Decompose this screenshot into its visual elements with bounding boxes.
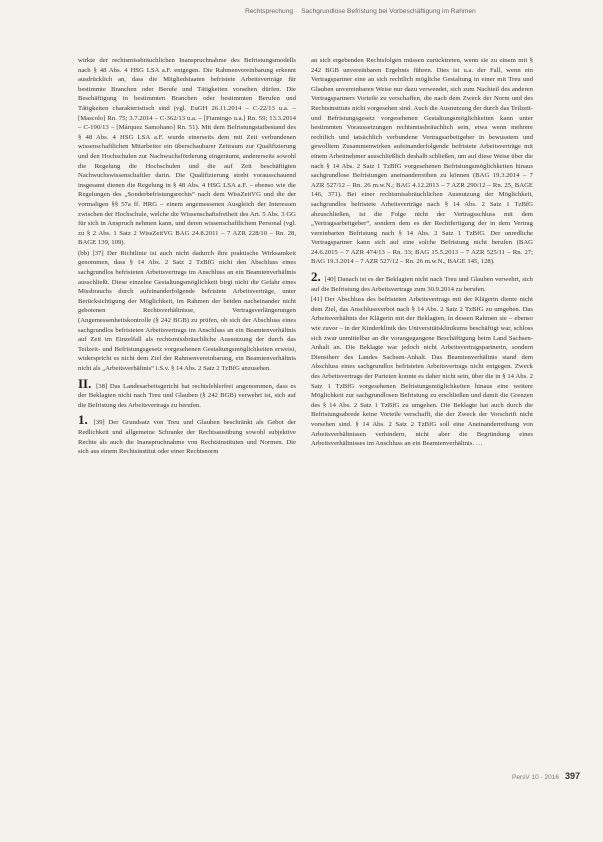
running-header <box>245 8 590 15</box>
paragraph: an sich ergebenden Rechtsfolgen müssen zurücktreten, wenn sie zu einem mit § 242 BGB unvereinbaren Ergebnis führen. Dies ist u.a. der Fall, wenn ein Vertragspartner eine an sich rechtlich mögliche Gestaltung in einer mit Treu und Glauben unvereinbaren Weise nur dazu verwendet, sich zum Nachteil des anderen Vertragspartners Vorteile zu verschaffen, die nach dem Zweck der Norm und des Rechtsinstituts nicht vorgesehen sind. Auch die Ausnutzung der durch das Teilzeit- und Befristungsgesetz vorgesehenen Gestaltungsmöglichkeiten kann unter bestimmten Voraussetzungen rechtsmissbräuchlich sein, etwa wenn mehrere rechtlich und tatsächlich verbundene Vertragsarbeitgeber in bewusstem und gewolltem Zusammenwirken aufeinanderfolgende befristete Arbeitsverträge mit einem Arbeitnehmer ausschließlich deshalb schließen, um auf diese Weise über die nach § 14 Abs. 2 Satz 1 TzBfG vorgesehenen Befristungsmöglichkeiten hinaus sachgrundlose Befristungen aneinanderreihen zu können (BAG 19.3.2014 – 7 AZR 527/12 – Rn. 26 m.w.N.; BAG 4.12.2013 – 7 AZR 290/12 – Rn. 25, BAGE 146, 371). Bei einer rechtsmissbräuchlichen Ausnutzung der Möglichkeit, sachgrundlos befristete Arbeitsverträge nach § 14 Abs. 2 Satz 1 TzBfG abzuschließen, ist die Folge nicht der Vertragsschluss mit dem „Vertragsarbeitgeber“, sondern dem es der Rechtfertigung der in dem Vertrag vereinbarten Befristung nach § 14 Abs. 2 Satz 1 TzBfG. Der unredliche Vertragspartner kann sich auf eine solche Befristung nicht berufen (BAG 24.6.2015 – 7 AZR 474/13 – Rn. 33; BAG 15.5.2013 – 7 AZR 525/11 – Rn. 27; BAG 19.3.2014 – 7 AZR 527/12 – Rn. 26 m.w.N., BAGE 145, 128). <box>311 57 533 266</box>
header-section: Rechtsprechung <box>245 8 294 15</box>
section-paragraph <box>78 375 297 411</box>
section-paragraph <box>311 269 534 294</box>
section-paragraph <box>78 412 297 456</box>
paragraph: [41] Der Abschluss des befristeten Arbeitsvertrags mit der Klägerin diente nicht dem Ziel, das Anschlussverbot nach § 14 Abs. 2 Satz 2 TzBfG zu umgehen. Das Arbeitsverhältnis der Klägerin mit der Beklagten, in dessen Rahmen sie – ebenso wie zuvor – in der Kinderklinik des Universitätsklinikums beschäftigt war, schloss sich zwar unmittelbar an die vorangegangene Beschäftigung beim Land Sachsen-Anhalt an. Die Beklagte war jedoch nicht Arbeitsvertragspartnerin, sondern Dienstherr des Landes Sachsen-Anhalt. Das Beamtenverhältnis stand dem Abschluss eines sachgrundlos befristeten Arbeitsvertrags nicht entgegen. Zweck des Arbeitsvertrags der Parteien konnte es daher nicht sein, über die in § 14 Abs. 2 Satz 1 TzBfG vorgesehenen Befristungsmöglichkeiten hinaus eine weitere Möglichkeit zur sachgrundlosen Befristung zu erschließen und damit die Grenzen des § 14 Abs. 2 Satz 1 TzBfG zu umgehen. Die Beklagte hat auch durch die Befristungsabrede keine Vorteile verschafft, die der Zweck der Vorschrift nicht vorsehen sind. § 14 Abs. 2 Satz 2 TzBfG soll eine Aneinanderreihung von Arbeitsverhältnissen verhindern, nicht aber die Begründung eines Arbeitsverhältnisses im Anschluss an ein Beamtenverhältnis. … <box>311 296 533 448</box>
section-text: [40] Danach ist es der Beklagten nicht nach Treu und Glauben verwehrt, sich auf die Befristung des Arbeitsvertrags zum 30.9.2014 zu berufen. <box>311 276 534 293</box>
section-number: 2. <box>311 269 321 285</box>
header-title: Sachgrundlose Befristung bei Vorbeschäftigung im Rahmen <box>301 8 476 15</box>
issue-label: PersV 10 · 2016 <box>511 774 559 781</box>
section-number: 1. <box>78 412 88 428</box>
left-column <box>78 56 296 458</box>
paragraph: (bb) [37] Der Richtlinie ist auch nicht dadurch ihre praktische Wirksamkeit genommen, dass § 14 Abs. 2 Satz 2 TzBfG nicht den Abschluss eines sachgrundlos befristeten Arbeitsvertrags im Anschluss an ein Beamtenverhältnis ausschließt. Diese einzelne Gestaltungsmöglichkeit birgt nicht die Gefahr eines Missbrauchs durch aufeinanderfolgende befristete Arbeitsverträge, unter Berücksichtigung der Möglichkeit, im Rahmen der beiden nacheinander nicht gebotenen Rechtsverhältnisse, Vertragsverlängerungen (Angemessenheitskontrolle (§ 242 BGB) zu prüfen, ob sich der Abschluss eines sachgrundlos befristeten Arbeitsvertrags im Anschluss an ein Beamtenverhältnis auf Zeit im Einzelfall als rechtsmissbräuchliche Ausnutzung der durch das Teilzeit- und Befristungsgesetz vorgesehenen Gestaltungsmöglichkeiten erweist, widerspricht es nicht dem Ziel der Rahmenvereinbarung, ein Beamtenverhältnis nicht als „Arbeitsverhältnis“ i.S.v. § 14 Abs. 2 Satz 2 TzBfG anzusehen. <box>78 249 296 372</box>
page-number: 397 <box>564 771 580 781</box>
header-separator: · <box>296 8 299 15</box>
page-footer <box>480 766 580 784</box>
paragraph: wirkte der rechtsmissbräuchlichen Inanspruchnahme des Befristungsmodells nach § 48 Abs. 4 HSG LSA a.F. entgegen. Die Rahmenvereinbarung erkennt ausdrücklich an, dass die Mitgliedstaaten befristete Arbeitsverträge für bestimmte Branchen oder Berufe und Tätigkeiten vorsehen dürfen. Die Beschäftigung in bestimmten Branchen oder bestimmten Berufen und Tätigkeiten charakteristisch sind (vgl. EuGH 26.11.2014 – C-22/13 u.a. – [Mascolo] Rn. 75; 3.7.2014 – C-362/13 u.a. – [Fiamingo u.a.] Rn. 59; 13.3.2014 – C-190/13 – [Márquez Samohano] Rn. 51). Mit dem Befristungstatbestand des § 48 Abs. 4 HSG LSA a.F. wurde einerseits dem mit Zeit verbundenen wissenschaftlichen Mitarbeiter ein überschaubarer Zeitraum zur Qualifizierung und den Hochschulen zur Nachwuchsförderung eingeräumt, andererseits sowohl die Regelung die Hochschulen und die auf Zeit beschäftigten Nachwuchswissenschaftler darin. Die Qualifizierung strebt vorausschauend insgesamt dienen die Regelung in § 48 Abs. 4 HSG LSA a.F. – ebenso wie die Regelungen des „Sonderbefristungsrechts“ nach dem WissZeitVG und die der vormaligen §§ 57a ff. HRG – einem angemessenen Ausgleich der Interessen zwischen der Hochschule, welche die Wissenschaftsfreiheit des Art. 5 Abs. 3 GG für sich in Anspruch nehmen kann, und deren wissenschaftlichem Personal (vgl. zu § 2 Abs. 1 Satz 2 WissZeitVG BAG 24.8.2011 – 7 AZR 228/10 – Rn. 28, BAGE 139, 109). <box>78 57 296 247</box>
section-number: II. <box>78 375 92 391</box>
right-column <box>311 56 533 450</box>
section-text: [38] Das Landesarbeitsgericht hat rechtsfehlerfrei angenommen, dass es der Beklagten nicht nach Treu und Glauben (§ 242 BGB) verwehrt ist, sich auf die Befristung des Arbeitsvertrags zu berufen. <box>78 382 297 409</box>
section-text: [39] Der Grundsatz von Treu und Glauben beschränkt als Gebot der Redlichkeit und allgemeine Schranke der Rechtsausübung sowohl subjektive Rechte als auch die Inanspruchnahme von Rechtsinstituten und Normen. Die sich aus einem Rechtsinstitut oder einer Rechtsnorm <box>78 419 297 456</box>
